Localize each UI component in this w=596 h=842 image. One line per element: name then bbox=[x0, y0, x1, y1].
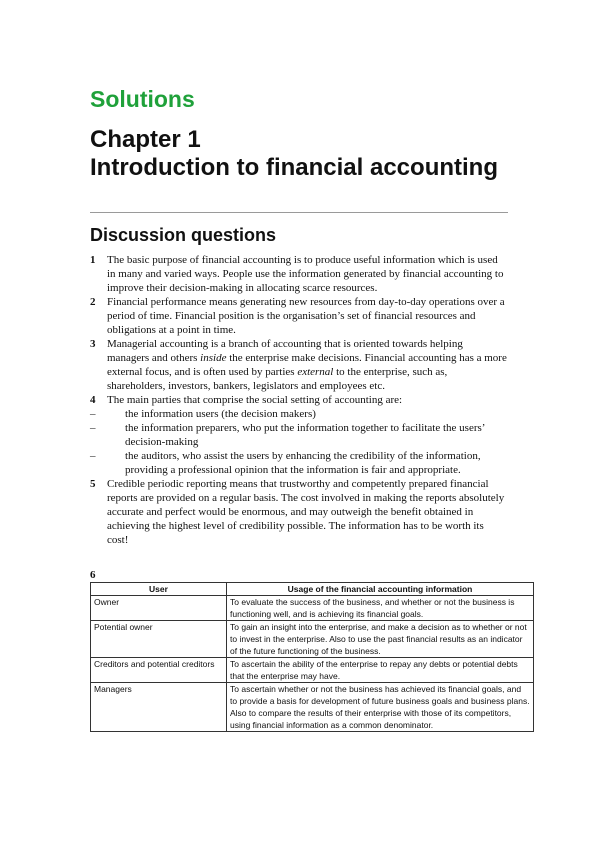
list-item bbox=[90, 407, 510, 421]
list-item-text: the information preparers, who put the information together to facilitate the users’ decision-making bbox=[125, 422, 485, 448]
usage-cell: To gain an insight into the enterprise, and make a decision as to whether or not to invest in the enterprise. Also to use the past financial results as an indicator of the future functioning of the business. bbox=[227, 621, 534, 658]
users-table bbox=[90, 582, 534, 732]
parties-list bbox=[90, 407, 510, 477]
chapter-name: Introduction to financial accounting bbox=[90, 154, 498, 181]
question-number: 5 bbox=[90, 478, 96, 490]
discussion-heading: Discussion questions bbox=[90, 225, 277, 245]
question-list bbox=[90, 253, 510, 547]
question-answer bbox=[107, 337, 507, 393]
dash-marker: – bbox=[90, 422, 96, 434]
answer-text: Managerial accounting is a branch of accounting that is oriented towards helping managers and others bbox=[107, 338, 463, 364]
title-divider bbox=[90, 212, 508, 213]
table-row bbox=[91, 658, 534, 683]
question-answer: The basic purpose of financial accounting is to produce useful information which is used in many and varied ways. People use the information generated by financial accounting to improve their decision-making in allocating scarce resources. bbox=[107, 254, 504, 294]
question-3 bbox=[90, 337, 510, 393]
emphasis-inside: inside bbox=[200, 352, 227, 364]
column-header-usage: Usage of the financial accounting information bbox=[227, 583, 534, 596]
user-cell: Creditors and potential creditors bbox=[91, 658, 227, 683]
question-number: 3 bbox=[90, 338, 96, 350]
usage-cell: To ascertain the ability of the enterprise to repay any debts or potential debts that the enterprise may have. bbox=[227, 658, 534, 683]
answer-text: the enterprise make decisions. Financial accounting has a more external focus, and is often used by parties bbox=[107, 352, 507, 378]
question-answer: The main parties that comprise the social setting of accounting are: bbox=[107, 394, 403, 406]
dash-marker: – bbox=[90, 408, 96, 420]
usage-cell: To evaluate the success of the business, and whether or not the business is functioning well, and is achieving its financial goals. bbox=[227, 596, 534, 621]
question-6-number: 6 bbox=[90, 569, 96, 581]
section-label: Solutions bbox=[90, 86, 195, 112]
question-answer: Credible periodic reporting means that trustworthy and competently prepared financial reports are provided on a regular basis. The cost involved in making the reports absolutely accurate and perfect would be enormous, and may outweigh the benefit obtained in achieving the highest level of credibility possible. The information has to be worth its cost! bbox=[107, 478, 505, 546]
list-item-text: the information users (the decision makers) bbox=[125, 408, 316, 420]
question-2 bbox=[90, 295, 510, 337]
list-item bbox=[90, 449, 510, 477]
table-row bbox=[91, 621, 534, 658]
user-cell: Potential owner bbox=[91, 621, 227, 658]
question-number: 2 bbox=[90, 296, 96, 308]
table-row bbox=[91, 596, 534, 621]
list-item bbox=[90, 421, 510, 449]
chapter-title bbox=[90, 126, 510, 182]
table-header-row bbox=[91, 583, 534, 596]
question-5 bbox=[90, 477, 510, 547]
answer-text: to the enterprise, such as, shareholders, investors, bankers, legislators and employees etc. bbox=[107, 366, 448, 392]
question-answer: Financial performance means generating new resources from day-to-day operations over a period of time. Financial position is the organisation’s set of financial resources and obligations at a point in time. bbox=[107, 296, 505, 336]
list-item-text: the auditors, who assist the users by enhancing the credibility of the information, providing a professional opinion that the information is fair and appropriate. bbox=[125, 450, 481, 476]
dash-marker: – bbox=[90, 450, 96, 462]
question-number: 4 bbox=[90, 394, 96, 406]
emphasis-external: external bbox=[297, 366, 334, 378]
user-cell: Managers bbox=[91, 683, 227, 732]
table-row bbox=[91, 683, 534, 732]
question-4 bbox=[90, 393, 510, 407]
question-number: 1 bbox=[90, 254, 96, 266]
chapter-number: Chapter 1 bbox=[90, 126, 201, 153]
column-header-user: User bbox=[91, 583, 227, 596]
usage-cell: To ascertain whether or not the business has achieved its financial goals, and to provide a basis for development of future business goals and business plans. Also to compare the results of their enterprise with those of its competitors, using financial information as a common denominator. bbox=[227, 683, 534, 732]
user-cell: Owner bbox=[91, 596, 227, 621]
question-1 bbox=[90, 253, 510, 295]
